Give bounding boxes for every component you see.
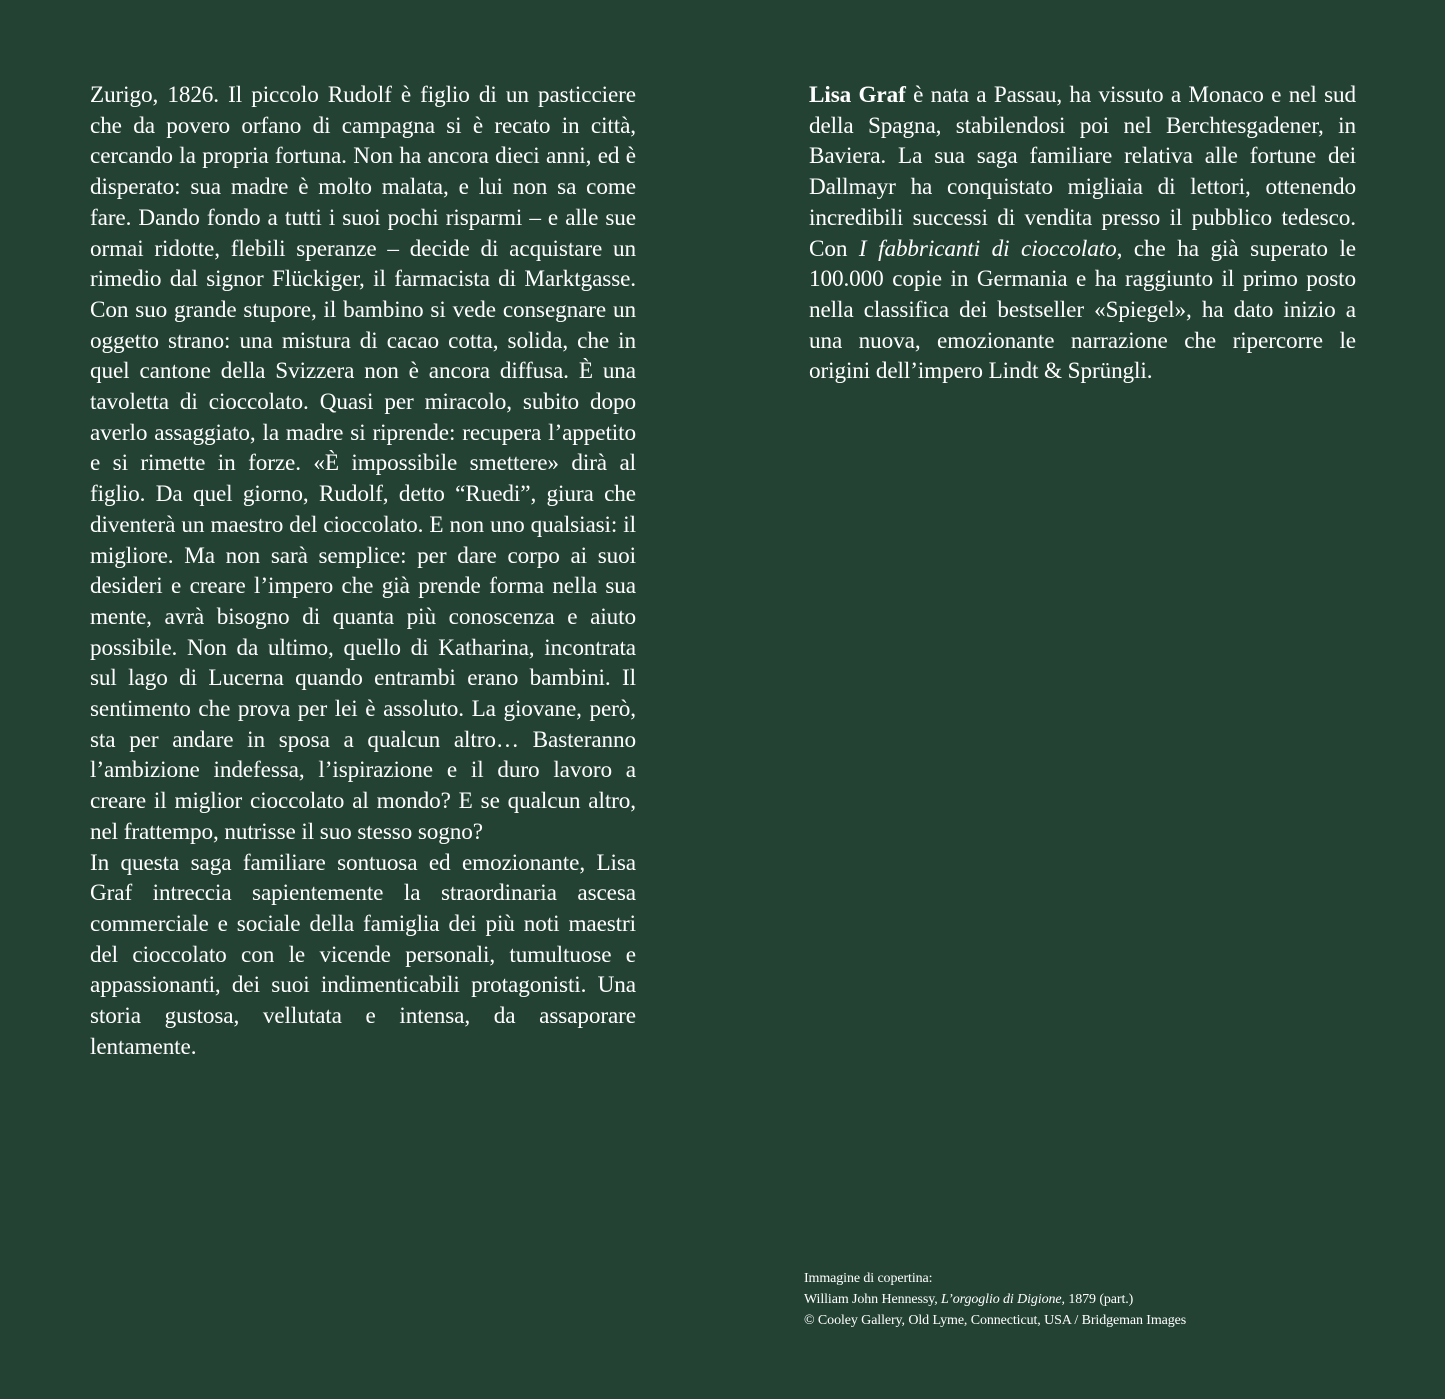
synopsis-column — [90, 80, 636, 1063]
credits-artwork-line — [804, 1289, 1364, 1310]
credits-label: Immagine di copertina: — [804, 1271, 933, 1286]
credits-artist: William John Hennessy, — [804, 1292, 941, 1307]
author-bio-paragraph — [809, 80, 1356, 387]
author-bio-text-1: è nata a Passau, ha vissuto a Monaco e nel sud della Spagna, stabilendosi poi nel Berchtesgadener, in Baviera. La sua saga familiare relativa alle fortune dei Dallmayr ha conquistato migliaia di lettori, ottenendo incredibili successi di vendita presso il pubblico tedesco. Con — [809, 82, 1357, 262]
synopsis-paragraph-2: In questa saga familiare sontuosa ed emozionante, Lisa Graf intreccia sapientemente la straordinaria ascesa commerciale e sociale della famiglia dei più noti maestri del cioccolato con le vicende personali, tumultuose e appassionanti, dei suoi indimenticabili protagonisti. Una storia gustosa, vellutata e intensa, da assaporare lentamente. — [90, 849, 636, 1060]
author-name: Lisa Graf — [809, 82, 906, 108]
book-title: I fabbricanti di cioccolato — [858, 235, 1117, 262]
cover-image-credits — [804, 1268, 1364, 1331]
credits-artwork-title: L’orgoglio di Digione — [941, 1292, 1062, 1307]
author-bio-text-2: , che ha già superato le 100.000 copie in Germania e ha raggiunto il primo posto nella classifica dei bestseller «Spiegel», ha dato inizio a una nuova, emozionante narrazione che ripercorre le origini dell’impero Lindt & Sprüngli. — [809, 235, 1356, 385]
synopsis-paragraph-1: Zurigo, 1826. Il piccolo Rudolf è figlio di un pasticciere che da povero orfano di campagna si è recato in città, cercando la propria fortuna. Non ha ancora dieci anni, ed è disperato: sua madre è molto malata, e lui non sa come fare. Dando fondo a tutti i suoi pochi risparmi – e alle sue ormai ridotte, flebili speranze – decide di acquistare un rimedio dal signor Flückiger, il farmacista di Marktgasse. Con suo grande stupore, il bambino si vede consegnare un oggetto strano: una mistura di cacao cotta, solida, che in quel cantone della Svizzera non è ancora diffusa. È una tavoletta di cioccolato. Quasi per miracolo, subito dopo averlo assaggiato, la madre si riprende: recupera l’appetito e si rimette in forze. «È impossibile smettere» dirà al figlio. Da quel giorno, Rudolf, detto “Ruedi”, giura che diventerà un maestro del cioccolato. E non uno qualsiasi: il migliore. Ma non sarà semplice: per dare corpo ai suoi desideri e creare l’impero che già prende forma nella sua mente, avrà bisogno di quanta più conoscenza e aiuto possibile. Non da ultimo, quello di Katharina, incontrata sul lago di Lucerna quando entrambi erano bambini. Il sentimento che prova per lei è assoluto. La giovane, però, sta per andare in sposa a qualcun altro… Basteranno l’ambizione indefessa, l’ispirazione e il duro lavoro a creare il miglior cioccolato al mondo? E se qualcun altro, nel frattempo, nutrisse il suo stesso sogno? — [90, 82, 636, 845]
credits-artwork-details: , 1879 (part.) — [1061, 1292, 1134, 1307]
credits-copyright: © Cooley Gallery, Old Lyme, Connecticut, USA / Bridgeman Images — [804, 1313, 1187, 1328]
author-bio-column — [809, 80, 1356, 387]
